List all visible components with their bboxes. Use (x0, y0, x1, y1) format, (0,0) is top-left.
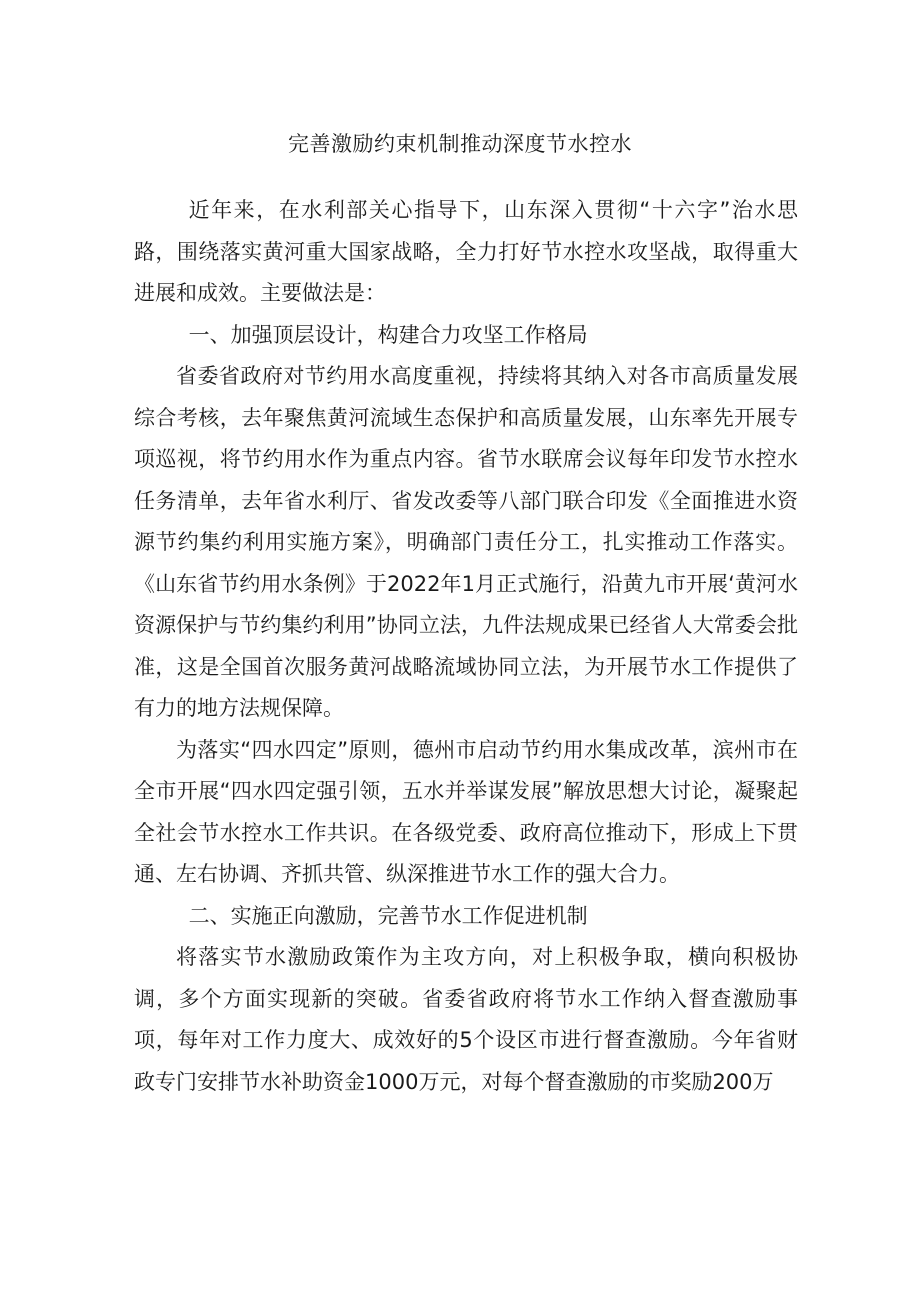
paragraph-section-1-b: 为落实“四水四定”原则，德州市启动节约用水集成改革，滨州市在全市开展“四水四定强引领，五水并举谋发展”解放思想大讨论，凝聚起全社会节水控水工作共识。在各级党委、政府高位推动下，形成上下贯通、左右协调、齐抓共管、纵深推进节水工作的强大合力。 (134, 737, 798, 886)
section-heading-2: 二、实施正向激励，完善节水工作促进机制 (188, 903, 588, 928)
paragraph-section-1-a: 省委省政府对节约用水高度重视，持续将其纳入对各市高质量发展综合考核，去年聚焦黄河流域生态保护和高质量发展，山东率先开展专项巡视，将节约用水作为重点内容。省节水联席会议每年印发节水控水任务清单，去年省水利厅、省发改委等八部门联合印发《全面推进水资源节约集约利用实施方案》，明确部门责任分工，扎实推动工作落实。《山东省节约用水条例》于2022年1月正式施行，沿黄九市开展‘黄河水资源保护与节约集约利用”协同立法，九件法规成果已经省人大常委会批准，这是全国首次服务黄河战略流域协同立法，为开展节水工作提供了有力的地方法规保障。 (134, 364, 798, 720)
document-body (134, 190, 798, 1103)
paragraph-section-2-a: 将落实节水激励政策作为主攻方向，对上积极争取，横向积极协调，多个方面实现新的突破。省委省政府将节水工作纳入督查激励事项，每年对工作力度大、成效好的5个设区市进行督查激励。今年省财政专门安排节水补助资金1000万元，对每个督查激励的市奖励200万 (134, 945, 798, 1094)
document-title: 完善激励约束机制推动深度节水控水 (288, 132, 632, 156)
paragraph-intro: 近年来，在水利部关心指导下，山东深入贯彻“十六字”治水思路，围绕落实黄河重大国家战略，全力打好节水控水攻坚战，取得重大进展和成效。主要做法是： (134, 198, 798, 305)
section-heading-1: 一、加强顶层设计，构建合力攻坚工作格局 (188, 322, 588, 347)
